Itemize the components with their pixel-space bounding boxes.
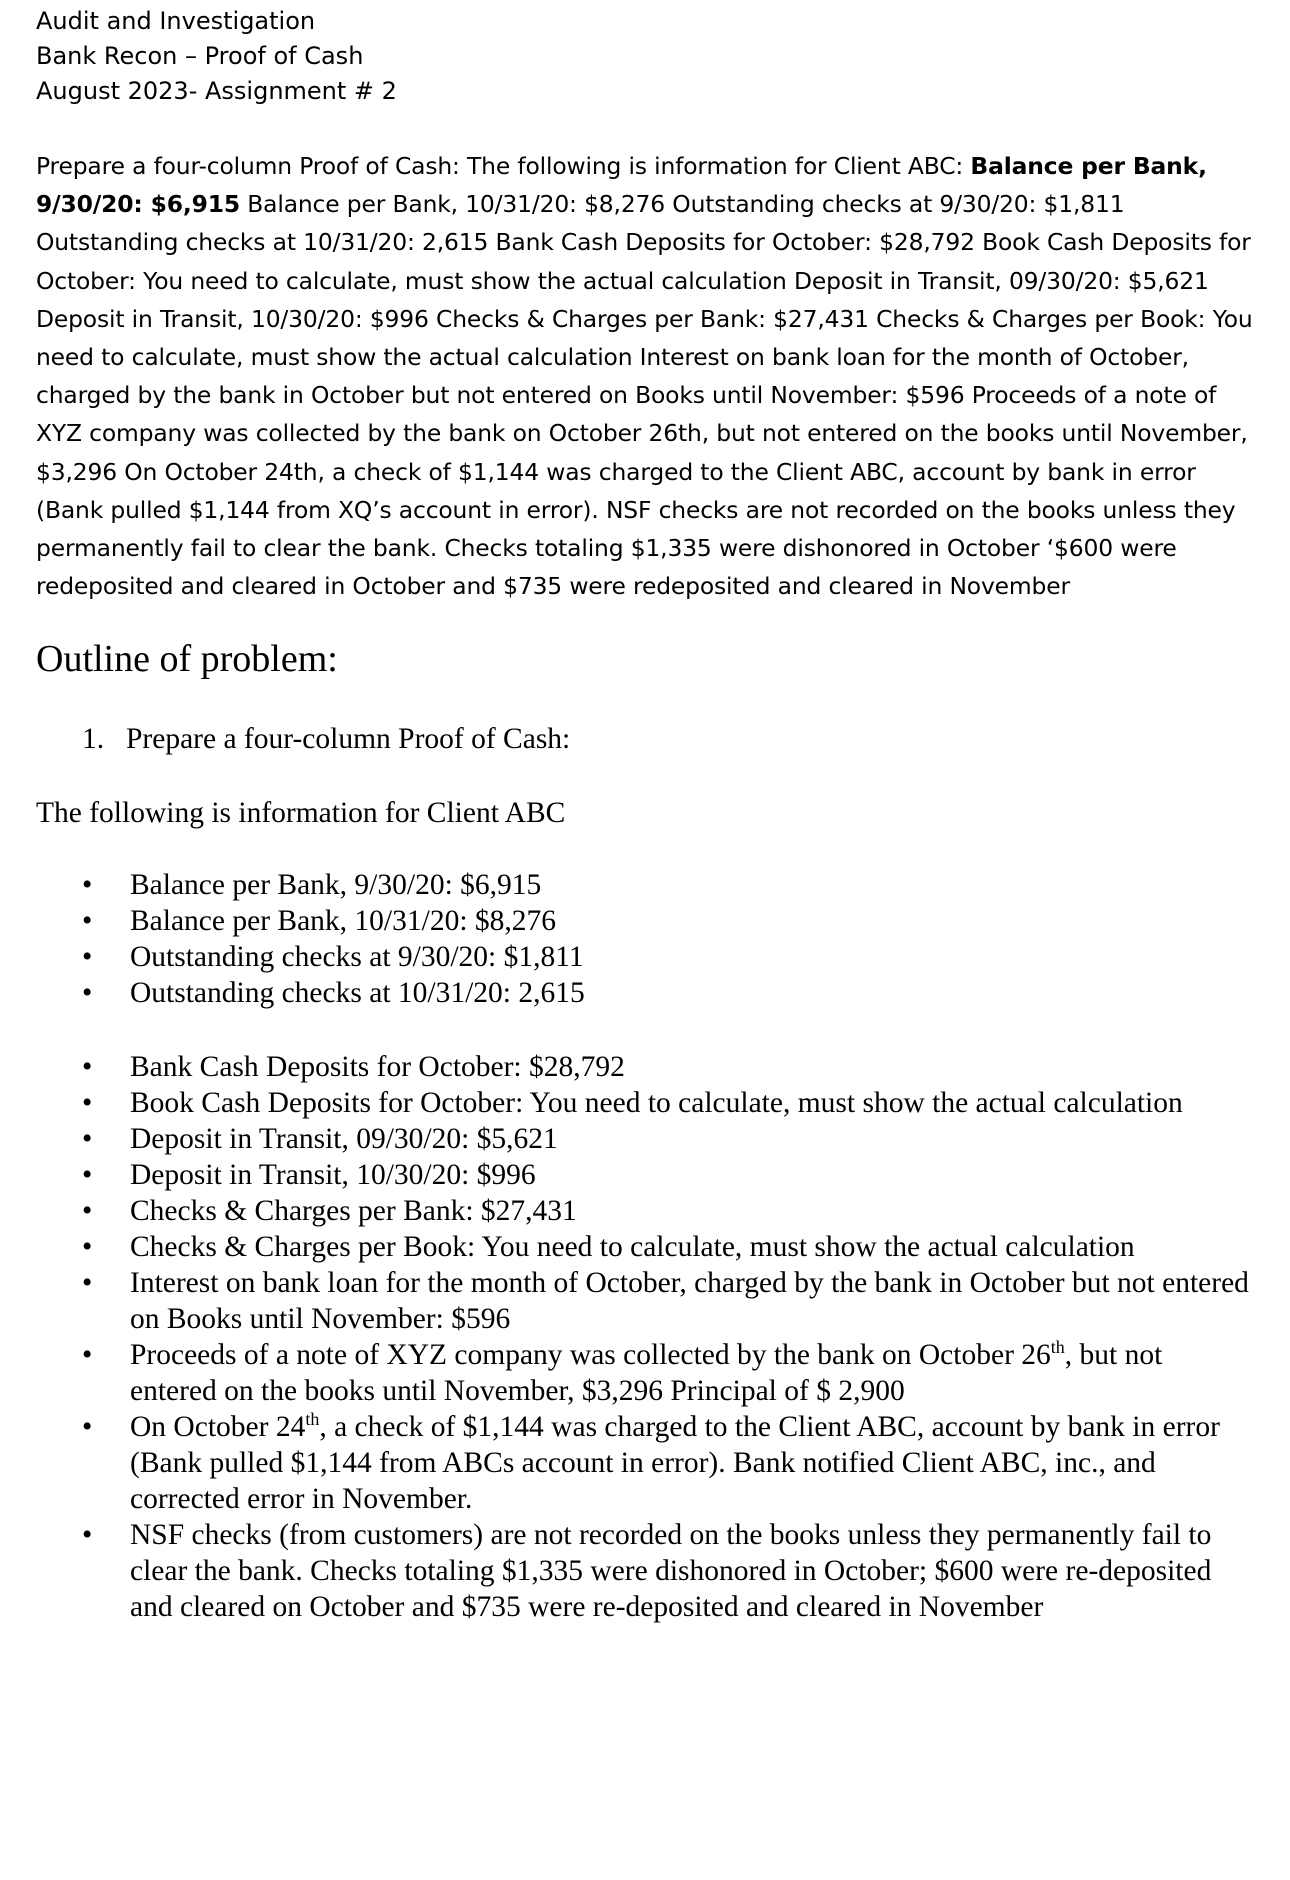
bullet-icon: • bbox=[82, 1231, 93, 1264]
step-text: Prepare a four-column Proof of Cash: bbox=[126, 723, 571, 756]
list-item: • NSF checks (from customers) are not recorded on the books unless they permanently fail to clear the bank. Checks totaling $1,335 were dishonored in October; $600 were re-deposited and cleared on October and $735 were re-deposited and cleared in November bbox=[82, 1519, 1212, 1624]
list-item: • Checks & Charges per Bank: $27,431 bbox=[82, 1195, 577, 1228]
list-item: • Balance per Bank, 9/30/20: $6,915 bbox=[82, 869, 542, 902]
assignment-subject: Bank Recon – Proof of Cash bbox=[36, 42, 364, 70]
bullet-icon: • bbox=[82, 1159, 93, 1192]
bullet-icon: • bbox=[82, 1051, 93, 1084]
bullet-icon: • bbox=[82, 941, 93, 974]
list-item: • Deposit in Transit, 09/30/20: $5,621 bbox=[82, 1123, 558, 1156]
list-item: • Checks & Charges per Book: You need to calculate, must show the actual calculation bbox=[82, 1231, 1135, 1264]
list-item: • On October 24th, a check of $1,144 was charged to the Client ABC, account by bank in error (Bank pulled $1,144 from ABCs account in error). Bank notified Client ABC, inc., and corrected error in November. bbox=[82, 1409, 1220, 1516]
intro-rest: Balance per Bank, 10/31/20: $8,276 Outstanding checks at 9/30/20: $1,811 Outstanding checks at 10/31/20: 2,615 Bank Cash Deposits for October: $28,792 Book Cash Deposits for October: You need to calculate, must show the actual calculation Deposit in Transit, 09/30/20: $5,621 Deposit in Transit, 10/30/20: $996 Checks & Charges per Bank: $27,431 Checks & Charges per Book: You need to calculate, must show the actual calculation Interest on bank loan for the month of October, charged by the bank in October but not entered on Books until November: $596 Proceeds of a note of XYZ company was collected by the bank on October 26th, but not entered on the books until November, $3,296 On October 24th, a check of $1,144 was charged to the Client ABC, account by bank in error (Bank pulled $1,144 from XQ’s account in error). NSF checks are not recorded on the books unless they permanently fail to clear the bank. Checks totaling $1,335 were dishonored in October ‘$600 were redeposited and cleared in October and $735 were redeposited and cleared in November bbox=[36, 190, 1253, 601]
bullet-icon: • bbox=[82, 977, 93, 1010]
step-number: 1. bbox=[82, 723, 105, 756]
list-item: • Deposit in Transit, 10/30/20: $996 bbox=[82, 1159, 536, 1192]
list-item: • Proceeds of a note of XYZ company was collected by the bank on October 26th, but not entered on the books until November, $3,296 Principal of $ 2,900 bbox=[82, 1337, 1163, 1408]
client-info-line: The following is information for Client ABC bbox=[36, 797, 566, 830]
list-item: • Interest on bank loan for the month of October, charged by the bank in October but not entered on Books until November: $596 bbox=[82, 1267, 1249, 1336]
transactions-list bbox=[36, 1049, 1256, 1625]
bullet-icon: • bbox=[82, 905, 93, 938]
bullet-icon: • bbox=[82, 1123, 93, 1156]
numbered-step bbox=[36, 721, 1256, 757]
bullet-icon: • bbox=[82, 1411, 93, 1444]
bullet-icon: • bbox=[82, 1519, 93, 1552]
list-item: • Book Cash Deposits for October: You need to calculate, must show the actual calculation bbox=[82, 1087, 1183, 1120]
bullet-icon: • bbox=[82, 1267, 93, 1300]
intro-bold-balance: Balance per Bank, 9/30/20: $6,915 bbox=[36, 152, 1207, 219]
bullet-icon: • bbox=[82, 1195, 93, 1228]
course-title: Audit and Investigation bbox=[36, 7, 316, 35]
list-item: • Outstanding checks at 10/31/20: 2,615 bbox=[82, 977, 585, 1010]
intro-lead: Prepare a four-column Proof of Cash: The following is information for Client ABC: bbox=[36, 152, 971, 180]
bullet-icon: • bbox=[82, 1339, 93, 1372]
outline-heading: Outline of problem: bbox=[36, 638, 338, 681]
bullet-icon: • bbox=[82, 1087, 93, 1120]
list-item: • Balance per Bank, 10/31/20: $8,276 bbox=[82, 905, 557, 938]
list-item: • Bank Cash Deposits for October: $28,792 bbox=[82, 1051, 625, 1084]
list-item: • Outstanding checks at 9/30/20: $1,811 bbox=[82, 941, 584, 974]
assignment-date: August 2023- Assignment # 2 bbox=[36, 77, 397, 105]
document-page bbox=[36, 0, 1256, 1625]
bank-balances-list bbox=[36, 867, 1256, 1011]
bullet-icon: • bbox=[82, 869, 93, 902]
intro-paragraph bbox=[36, 147, 1261, 605]
document-header bbox=[36, 4, 1256, 109]
